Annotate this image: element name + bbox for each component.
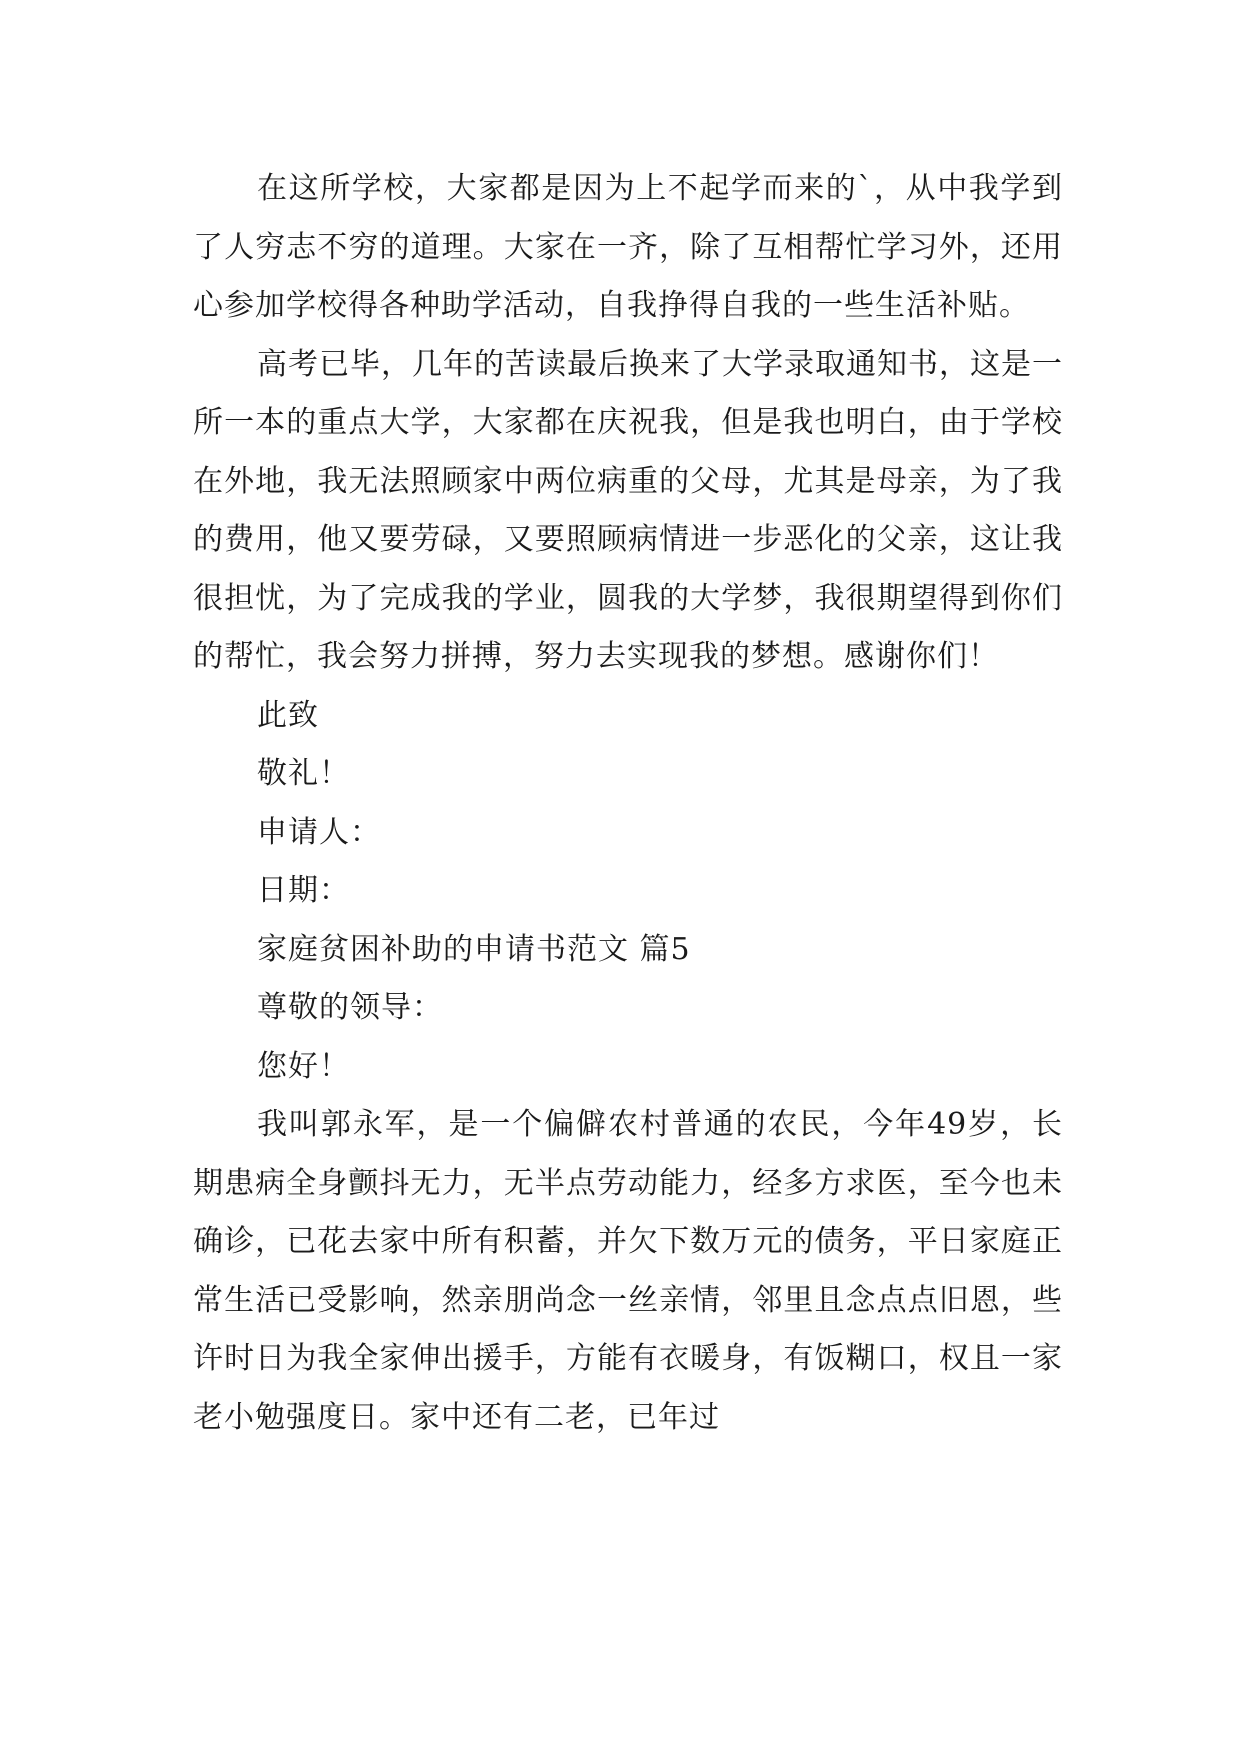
paragraph-school: 在这所学校，大家都是因为上不起学而来的`，从中我学到了人穷志不穷的道理。大家在一齐，除了互相帮忙学习外，还用心参加学校得各种助学活动，自我挣得自我的一些生活补贴。 — [193, 171, 1063, 323]
date-label: 日期： — [257, 873, 350, 908]
section-title: 家庭贫困补助的申请书范文 篇5 — [257, 931, 691, 967]
closing-line-1: 此致 — [257, 697, 319, 733]
document-body — [193, 160, 1063, 1447]
letter-greeting: 您好！ — [257, 1048, 350, 1084]
applicant-label: 申请人： — [257, 814, 381, 850]
letter-body: 我叫郭永军，是一个偏僻农村普通的农民，今年49岁，长期患病全身颤抖无力，无半点劳动能力，经多方求医，至今也未确诊，已花去家中所有积蓄，并欠下数万元的债务，平日家庭正常生活已受影响，然亲朋尚念一丝亲情，邻里且念点点旧恩，些许时日为我全家伸出援手，方能有衣暖身，有饭糊口，权且一家老小勉强度日。家中还有二老，已年过 — [193, 1107, 1063, 1435]
closing-line-2: 敬礼！ — [257, 756, 350, 791]
paragraph-admission: 高考已毕，几年的苦读最后换来了大学录取通知书，这是一所一本的重点大学，大家都在庆祝我，但是我也明白，由于学校在外地，我无法照顾家中两位病重的父母，尤其是母亲，为了我的费用，他又要劳碌，又要照顾病情进一步恶化的父亲，这让我很担忧，为了完成我的学业，圆我的大学梦，我很期望得到你们的帮忙，我会努力拼搏，努力去实现我的梦想。感谢你们！ — [193, 346, 1063, 674]
letter-salutation: 尊敬的领导： — [257, 990, 443, 1025]
